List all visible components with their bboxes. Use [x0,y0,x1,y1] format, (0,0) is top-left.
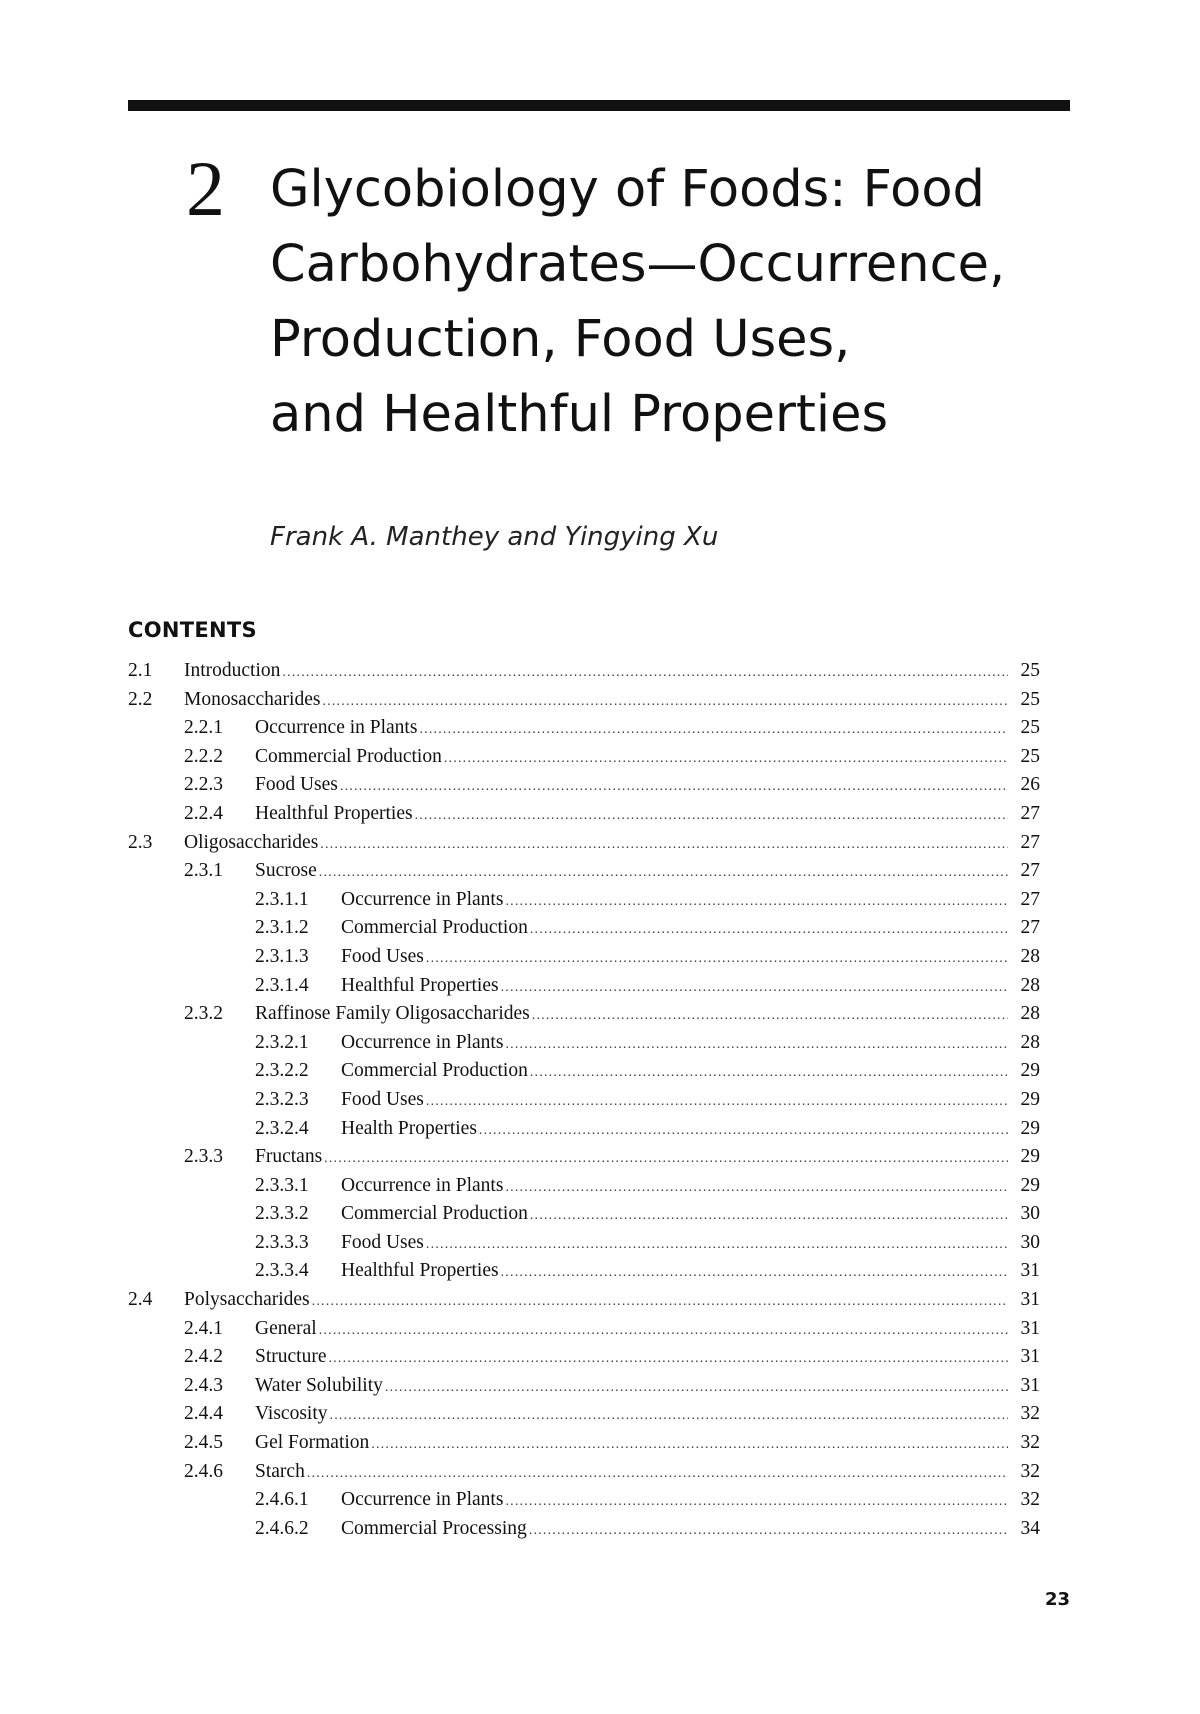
toc-entry-page: 31 [1020,1289,1040,1311]
toc-entry[interactable] [128,1403,1040,1432]
toc-entry-title: Water Solubility [255,1374,383,1396]
table-of-contents [128,660,1040,1546]
toc-entry-number: 2.4.6.1 [255,1489,309,1511]
toc-entry[interactable] [128,946,1040,975]
toc-entry-page: 27 [1020,888,1040,910]
toc-entry-title: Fructans [255,1146,323,1168]
toc-entry-title: Polysaccharides [184,1289,310,1311]
toc-entry[interactable] [128,1089,1040,1118]
toc-entry[interactable] [128,1289,1040,1318]
toc-entry-title: Starch [255,1460,305,1482]
toc-entry-page: 34 [1020,1517,1040,1539]
toc-entry-page: 30 [1020,1231,1040,1253]
chapter-title-line: Carbohydrates—Occurrence, [270,235,1006,294]
toc-dot-leader [340,779,1008,795]
toc-entry-title: Raffinose Family Oligosaccharides [255,1003,530,1025]
toc-dot-leader [505,1494,1008,1510]
toc-entry-page: 25 [1020,745,1040,767]
toc-entry[interactable] [128,832,1040,861]
toc-entry-number: 2.3.2.3 [255,1088,309,1110]
toc-entry-number: 2.2 [128,688,153,710]
toc-entry-page: 27 [1020,802,1040,824]
toc-entry-title: Occurrence in Plants [341,888,504,910]
toc-entry[interactable] [128,1260,1040,1289]
toc-entry-title: Food Uses [255,774,338,796]
toc-dot-leader [501,980,1008,996]
toc-entry-title: Commercial Production [255,745,442,767]
toc-entry-page: 31 [1020,1374,1040,1396]
toc-entry-title: Introduction [184,660,281,681]
toc-entry-number: 2.4.3 [184,1374,223,1396]
toc-entry[interactable] [128,1518,1040,1547]
toc-entry-page: 31 [1020,1260,1040,1282]
toc-entry-page: 29 [1020,1088,1040,1110]
toc-entry[interactable] [128,975,1040,1004]
toc-entry-number: 2.2.1 [184,717,223,739]
toc-entry-number: 2.3.3.3 [255,1231,309,1253]
toc-entry-title: Commercial Production [341,917,528,939]
toc-entry-title: Occurrence in Plants [341,1031,504,1053]
toc-entry[interactable] [128,1146,1040,1175]
toc-entry-page: 28 [1020,1031,1040,1053]
toc-entry-title: Oligosaccharides [184,831,319,853]
chapter-title-line: Glycobiology of Foods: Food [270,160,985,219]
toc-entry-title: Gel Formation [255,1432,370,1454]
toc-entry[interactable] [128,1175,1040,1204]
chapter-title [270,152,1070,452]
toc-entry-page: 32 [1020,1432,1040,1454]
toc-entry-number: 2.3.1 [184,860,223,882]
toc-entry-title: Commercial Processing [341,1517,527,1539]
toc-entry[interactable] [128,1461,1040,1490]
toc-dot-leader [419,722,1008,738]
toc-entry-page: 28 [1020,1003,1040,1025]
toc-entry-number: 2.3.3 [184,1146,223,1168]
chapter-authors: Frank A. Manthey and Yingying Xu [270,522,719,552]
toc-entry-title: Food Uses [341,945,424,967]
toc-entry-title: Structure [255,1346,327,1368]
toc-entry-page: 29 [1020,1060,1040,1082]
toc-dot-leader [530,922,1008,938]
toc-entry-title: Occurrence in Plants [341,1174,504,1196]
toc-entry-number: 2.3.1.3 [255,945,309,967]
toc-entry-title: Healthful Properties [341,1260,499,1282]
toc-dot-leader [426,951,1008,967]
toc-entry[interactable] [128,689,1040,718]
toc-dot-leader [505,894,1008,910]
toc-dot-leader [319,865,1008,881]
chapter-title-line: and Healthful Properties [270,385,889,444]
toc-entry[interactable] [128,803,1040,832]
toc-entry-number: 2.4.6 [184,1460,223,1482]
toc-entry[interactable] [128,1003,1040,1032]
toc-entry-title: Sucrose [255,860,317,882]
toc-entry-number: 2.3.2.4 [255,1117,309,1139]
toc-entry-title: Occurrence in Plants [341,1489,504,1511]
toc-entry[interactable] [128,1232,1040,1261]
toc-entry-number: 2.4.2 [184,1346,223,1368]
toc-entry[interactable] [128,774,1040,803]
toc-dot-leader [307,1466,1008,1482]
toc-entry-page: 29 [1020,1117,1040,1139]
toc-entry-number: 2.4.4 [184,1403,223,1425]
toc-dot-leader [324,1151,1008,1167]
toc-entry-page: 27 [1020,860,1040,882]
toc-entry-number: 2.3.2.1 [255,1031,309,1053]
toc-entry-title: Healthful Properties [341,974,499,996]
toc-dot-leader [532,1008,1008,1024]
toc-entry-number: 2.3.1.2 [255,917,309,939]
toc-entry-page: 26 [1020,774,1040,796]
toc-entry-page: 31 [1020,1346,1040,1368]
toc-entry-number: 2.3.3.2 [255,1203,309,1225]
toc-entry-title: Commercial Production [341,1060,528,1082]
toc-entry-title: Food Uses [341,1231,424,1253]
toc-dot-leader [371,1437,1008,1453]
toc-dot-leader [505,1037,1008,1053]
toc-entry[interactable] [128,660,1040,689]
toc-entry[interactable] [128,1060,1040,1089]
toc-entry-page: 31 [1020,1317,1040,1339]
toc-entry-title: Occurrence in Plants [255,717,418,739]
toc-entry-number: 2.3.2 [184,1003,223,1025]
toc-entry-page: 32 [1020,1403,1040,1425]
toc-dot-leader [320,837,1008,853]
toc-entry[interactable] [128,1346,1040,1375]
toc-entry[interactable] [128,917,1040,946]
toc-entry-title: Commercial Production [341,1203,528,1225]
toc-dot-leader [426,1094,1008,1110]
toc-dot-leader [479,1123,1008,1139]
toc-entry-title: General [255,1317,317,1339]
toc-entry-page: 29 [1020,1174,1040,1196]
toc-entry[interactable] [128,717,1040,746]
toc-dot-leader [426,1237,1008,1253]
toc-entry-page: 27 [1020,917,1040,939]
toc-entry-number: 2.2.3 [184,774,223,796]
toc-entry[interactable] [128,1032,1040,1061]
toc-entry-number: 2.3.2.2 [255,1060,309,1082]
toc-dot-leader [312,1294,1008,1310]
toc-dot-leader [530,1208,1008,1224]
toc-entry[interactable] [128,1432,1040,1461]
toc-entry-page: 25 [1020,688,1040,710]
page-number: 23 [1044,1589,1070,1610]
toc-entry-number: 2.3 [128,831,153,853]
toc-entry-number: 2.4.1 [184,1317,223,1339]
toc-entry-page: 25 [1020,717,1040,739]
chapter-title-line: Production, Food Uses, [270,310,851,369]
toc-dot-leader [529,1523,1008,1539]
toc-entry-page: 28 [1020,945,1040,967]
toc-entry-number: 2.1 [128,660,153,681]
toc-dot-leader [385,1380,1008,1396]
toc-entry-number: 2.4.6.2 [255,1517,309,1539]
toc-entry-number: 2.4.5 [184,1432,223,1454]
toc-dot-leader [330,1408,1009,1424]
contents-heading: CONTENTS [128,618,257,642]
toc-entry[interactable] [128,1118,1040,1147]
toc-entry-number: 2.2.2 [184,745,223,767]
toc-entry-number: 2.2.4 [184,802,223,824]
toc-entry[interactable] [128,1318,1040,1347]
toc-entry[interactable] [128,889,1040,918]
toc-entry-number: 2.4 [128,1289,153,1311]
toc-entry-page: 30 [1020,1203,1040,1225]
toc-entry[interactable] [128,1203,1040,1232]
toc-entry-title: Viscosity [255,1403,328,1425]
toc-entry-number: 2.3.1.1 [255,888,309,910]
toc-entry-number: 2.3.3.4 [255,1260,309,1282]
toc-entry-page: 32 [1020,1489,1040,1511]
toc-entry-page: 29 [1020,1146,1040,1168]
toc-dot-leader [415,808,1008,824]
toc-dot-leader [282,665,1008,681]
toc-dot-leader [328,1351,1008,1367]
toc-dot-leader [319,1323,1008,1339]
toc-entry-title: Health Properties [341,1117,477,1139]
toc-dot-leader [530,1065,1008,1081]
chapter-top-rule [128,100,1070,111]
toc-entry-page: 25 [1020,660,1040,681]
toc-dot-leader [501,1265,1008,1281]
toc-dot-leader [505,1180,1008,1196]
toc-entry[interactable] [128,746,1040,775]
toc-entry-page: 28 [1020,974,1040,996]
toc-entry-number: 2.3.1.4 [255,974,309,996]
toc-dot-leader [444,751,1008,767]
toc-entry-page: 27 [1020,831,1040,853]
toc-dot-leader [322,694,1008,710]
toc-entry[interactable] [128,1489,1040,1518]
toc-entry[interactable] [128,1375,1040,1404]
toc-entry[interactable] [128,860,1040,889]
toc-entry-title: Healthful Properties [255,802,413,824]
toc-entry-number: 2.3.3.1 [255,1174,309,1196]
chapter-number: 2 [186,145,225,232]
toc-entry-page: 32 [1020,1460,1040,1482]
toc-entry-title: Food Uses [341,1088,424,1110]
toc-entry-title: Monosaccharides [184,688,321,710]
